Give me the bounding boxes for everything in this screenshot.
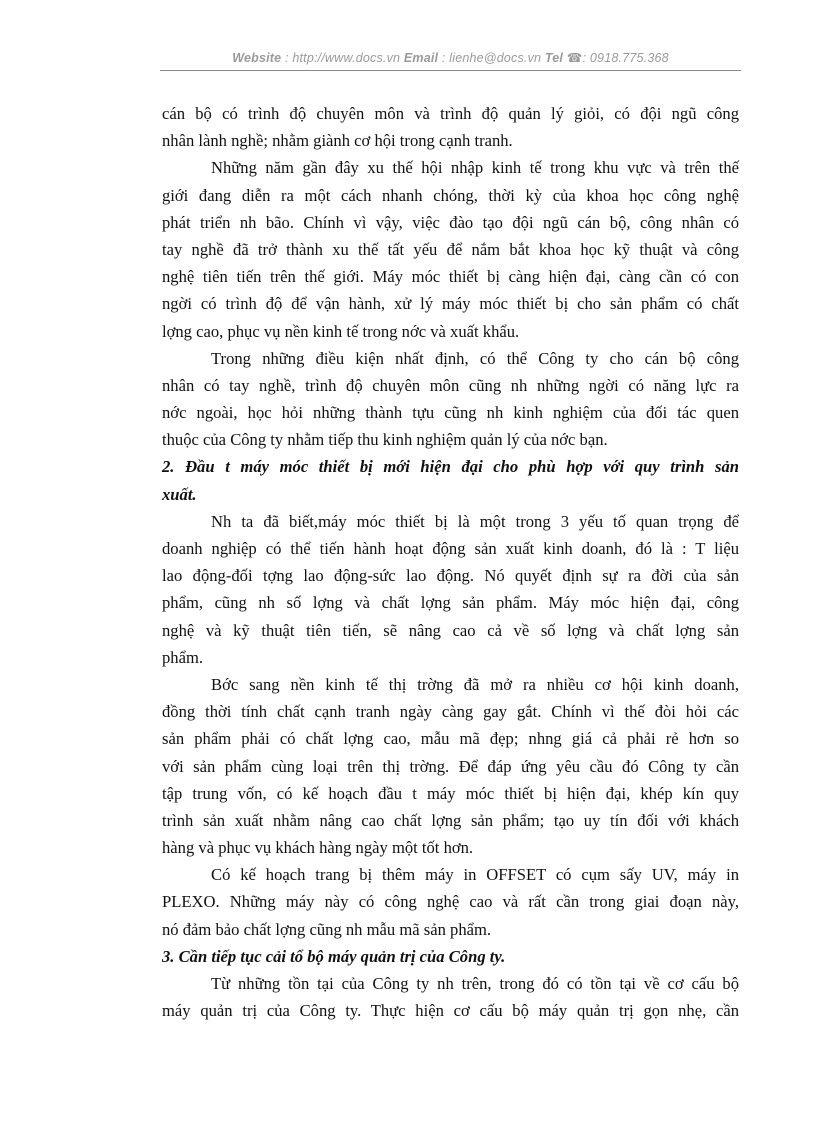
text-line: Có kế hoạch trang bị thêm máy in OFFSET có cụm sấy UV, máy in	[211, 865, 739, 885]
text-line: nhân lành nghề; nhằm giành cơ hội trong cạnh tranh.	[162, 131, 513, 151]
text-line: phẩm.	[162, 647, 204, 667]
text-line: tay nghề đã trở thành xu thế tất yếu để nắm bắt khoa học kỹ thuật và công	[162, 239, 739, 259]
text-line: đồng thời tính chất cạnh tranh ngày càng gay gắt. Chính vì thế đòi hỏi các	[162, 702, 739, 722]
section-heading-2-cont: xuất.	[162, 484, 197, 504]
text-line: lao động-đối tợng lao động-sức lao động. Nó quyết định sự ra đời của sản	[162, 566, 739, 586]
document-body	[162, 100, 739, 1024]
text-line: trình sản xuất nhằm nâng cao chất lợng sản phẩm; tạo uy tín đối với khách	[162, 810, 739, 830]
text-line: Trong những điều kiện nhất định, có thể Công ty cho cán bộ công	[211, 348, 739, 368]
text-line: nó đảm bảo chất lợng cũng nh mẫu mã sản phẩm.	[162, 919, 492, 939]
website-label: Website	[232, 51, 282, 65]
website-value: : http://www.docs.vn	[285, 51, 401, 65]
header-divider	[160, 70, 741, 71]
text-line: ngời có trình độ để vận hành, xử lý máy móc thiết bị cho sản phẩm có chất	[162, 294, 739, 314]
email-value: : lienhe@docs.vn	[441, 51, 542, 65]
text-line: tập trung vốn, có kế hoạch đầu t máy móc thiết bị hiện đại, khép kín quy	[162, 783, 739, 803]
section-heading-3: 3. Cần tiếp tục cải tổ bộ máy quản trị của Công ty.	[162, 946, 506, 966]
text-line: máy quản trị của Công ty. Thực hiện cơ cấu bộ máy quản trị gọn nhẹ, cần	[162, 1001, 739, 1021]
text-line: Nh ta đã biết,máy móc thiết bị là một trong 3 yếu tố quan trọng để	[211, 511, 739, 531]
text-line: Những năm gần đây xu thế hội nhập kinh tế trong khu vực và trên thế	[211, 158, 739, 178]
section-heading-2: 2. Đầu t máy móc thiết bị mới hiện đại cho phù hợp với quy trình sản	[162, 457, 739, 477]
tel-label: Tel	[544, 51, 564, 65]
tel-value: : 0918.775.368	[582, 51, 669, 65]
text-line: PLEXO. Những máy này có công nghệ cao và rất cần trong giai đoạn này,	[162, 892, 739, 912]
email-label: Email	[403, 51, 439, 65]
text-line: nghệ và kỹ thuật tiên tiến, sẽ nâng cao cả về số lợng và chất lợng sản	[162, 620, 739, 640]
text-line: sản phẩm phải có chất lợng cao, mẫu mã đẹp; nhng giá cả phải rẻ hơn so	[162, 729, 739, 749]
text-line: doanh nghiệp có thể tiến hành hoạt động sản xuất kinh doanh, đó là : T liệu	[162, 539, 739, 558]
text-line: phẩm, cũng nh số lợng và chất lợng sản phẩm. Máy móc hiện đại, công	[162, 593, 739, 613]
text-line: nghệ tiên tiến trên thế giới. Máy móc thiết bị càng hiện đại, càng cần có con	[162, 267, 739, 287]
phone-icon: ☎	[566, 51, 583, 65]
text-line: Bớc sang nền kinh tế thị trờng đã mở ra nhiều cơ hội kinh doanh,	[211, 674, 739, 694]
text-line: nớc ngoài, học hỏi những thành tựu cũng nh kinh nghiệm của đối tác quen	[162, 403, 739, 423]
text-line: giới đang diễn ra một cách nhanh chóng, thời kỳ của khoa học công nghệ	[162, 185, 739, 205]
page-header	[160, 50, 741, 65]
text-line: phát triển nh bão. Chính vì vậy, việc đào tạo đội ngũ cán bộ, công nhân có	[162, 212, 739, 232]
text-line: với sản phẩm cùng loại trên thị trờng. Để đáp ứng yêu cầu đó Công ty cần	[162, 756, 739, 776]
text-line: nhân có tay nghề, trình độ chuyên môn cũng nh những ngời có năng lực ra	[162, 375, 739, 395]
text-line: thuộc của Công ty nhằm tiếp thu kinh nghiệm quản lý của nớc bạn.	[162, 430, 608, 450]
text-line: lợng cao, phục vụ nền kinh tế trong nớc và xuất khẩu.	[162, 321, 520, 341]
text-line: cán bộ có trình độ chuyên môn và trình độ quản lý giỏi, có đội ngũ công	[162, 104, 739, 123]
text-line: hàng và phục vụ khách hàng ngày một tốt hơn.	[162, 838, 474, 858]
text-line: Từ những tồn tại của Công ty nh trên, trong đó có tồn tại về cơ cấu bộ	[211, 974, 739, 993]
